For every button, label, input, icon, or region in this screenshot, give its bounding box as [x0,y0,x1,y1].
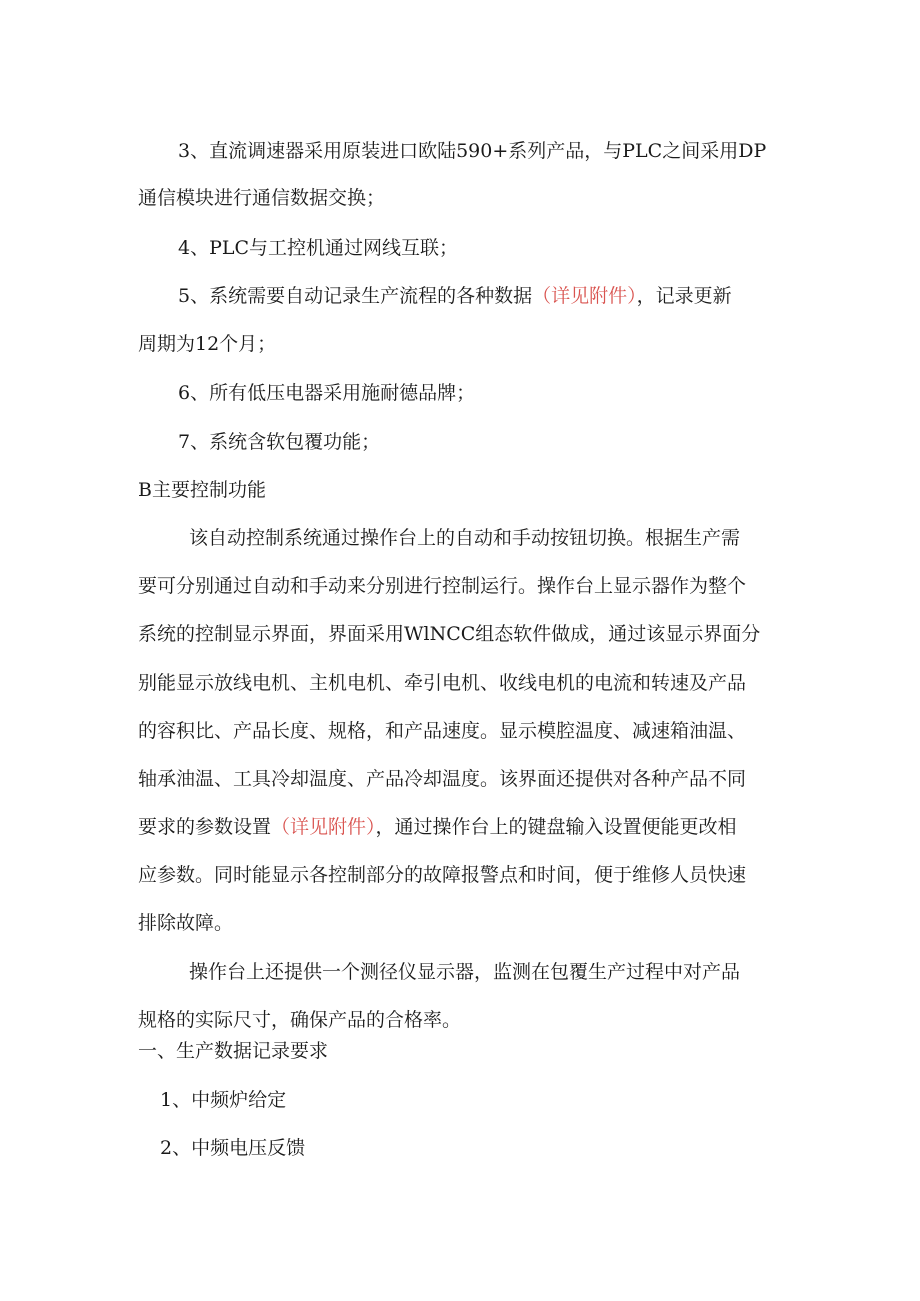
list-item-3: 3、直流调速器采用原装进口欧陆590+系列产品，与PLC之间采用DP [178,140,767,162]
paragraph-line: 的容积比、产品长度、规格，和产品速度。显示模腔温度、减速箱油温、 [138,720,747,742]
list-item-5-cont: 周期为12个月； [138,333,277,355]
list-item-4: 4、PLC与工控机通过网线互联； [178,237,459,259]
list-item-5: 5、系统需要自动记录生产流程的各种数据（详见附件），记录更新 [178,285,732,307]
attachment-reference: （详见附件） [271,816,376,838]
list-item-6: 6、所有低压电器采用施耐德品牌； [178,382,476,404]
paragraph-line: 应参数。同时能显示各控制部分的故障报警点和时间，便于维修人员快速 [138,864,747,886]
paragraph-line: 轴承油温、工具冷却温度、产品冷却温度。该界面还提供对各种产品不同 [138,768,747,790]
attachment-reference: （详见附件） [532,285,637,307]
paragraph-line: 别能显示放线电机、主机电机、牵引电机、收线电机的电流和转速及产品 [138,672,747,694]
list-item-2: 2、中频电压反馈 [160,1137,306,1159]
paragraph-line: 系统的控制显示界面，界面采用WlNCC组态软件做成，通过该显示界面分 [138,623,761,645]
paragraph-line: 排除故障。 [138,912,234,934]
list-item-3-cont: 通信模块进行通信数据交换； [138,187,386,209]
paragraph-line: 规格的实际尺寸，确保产品的合格率。 [138,1009,462,1031]
section-heading-b: B主要控制功能 [138,479,266,501]
list-item-7: 7、系统含软包覆功能； [178,431,381,453]
section-heading-1: 一、生产数据记录要求 [138,1040,329,1062]
list-item-1: 1、中频炉给定 [160,1089,287,1111]
paragraph-line: 要可分别通过自动和手动来分别进行控制运行。操作台上显示器作为整个 [138,575,747,597]
paragraph-line: 该自动控制系统通过操作台上的自动和手动按钮切换。根据生产需 [189,527,741,549]
paragraph-line: 要求的参数设置（详见附件），通过操作台上的键盘输入设置便能更改相 [138,816,737,838]
paragraph-line: 操作台上还提供一个测径仪显示器，监测在包覆生产过程中对产品 [189,961,741,983]
